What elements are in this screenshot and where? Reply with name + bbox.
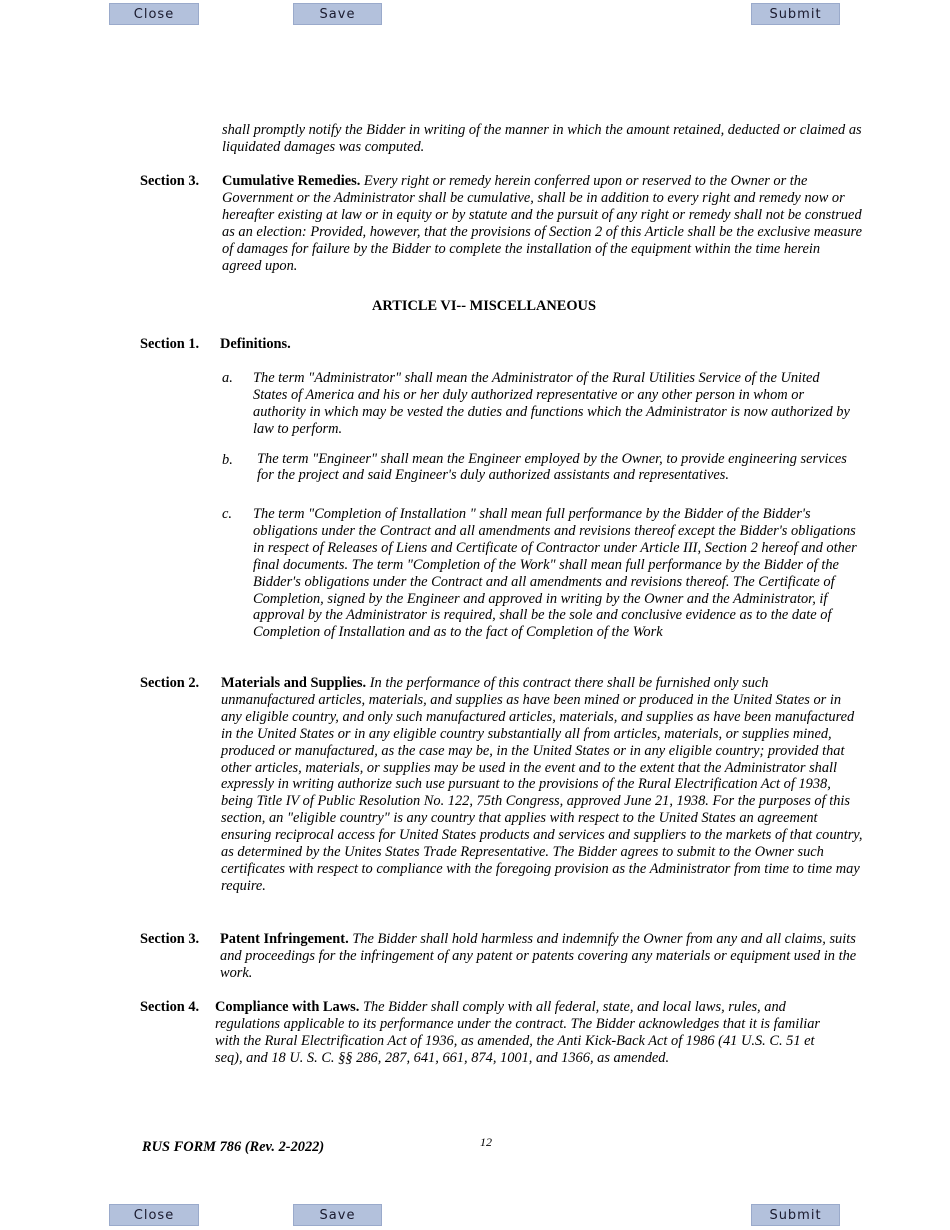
materials-paragraph — [221, 675, 864, 895]
definition-item: The term "Completion of Installation " shall mean full performance by the Bidder of the Bidder's obligations under the Contract and all amendments and revisions thereof except the Bidder's obligations in respect of Releases of Liens and Certificate of Contractor under Article III, Section 2 hereof and other final documents. The term "Completion of the Work" shall mean full performance by the Bidder of the Bidder's obligations under the Contract and all amendments and revisions thereof. The Certificate of Completion, signed by the Engineer and approved in writing by the Owner and the Administrator, if approval by the Administrator is required, shall be the sole and conclusive evidence as to the date of Completion of Installation and as to the fact of Completion of the Work — [253, 506, 857, 641]
section-text: Every right or remedy herein conferred upon or reserved to the Owner or the Government or the Administrator shall be cumulative, shall be in addition to every right and remedy now or hereafter existing at law or in equity or by statute and the pursuit of any right or remedy shall not be construed as an election: Provided, however, that the provisions of Section 2 of this Article shall be the exclusive measure of damages for failure by the Bidder to complete the installation of the equipment within the time herein agreed upon. — [222, 173, 862, 274]
submit-button[interactable]: Submit — [751, 1204, 840, 1226]
save-button[interactable]: Save — [293, 3, 382, 25]
section-heading: Patent Infringement. — [220, 931, 349, 947]
section-heading: Compliance with Laws. — [215, 999, 360, 1015]
cumulative-remedies-paragraph — [222, 173, 862, 274]
section-text: The Bidder shall hold harmless and indemnify the Owner from any and all claims, suits and proceedings for the infringement of any patent or patents covering any materials or equipment used in the work. — [220, 931, 857, 981]
close-button[interactable]: Close — [109, 3, 199, 25]
section-label: Section 4. — [140, 999, 200, 1015]
section-heading: Cumulative Remedies. — [222, 173, 361, 189]
list-marker: c. — [222, 506, 232, 522]
save-button[interactable]: Save — [293, 1204, 382, 1226]
definition-item: The term "Administrator" shall mean the Administrator of the Rural Utilities Service of the United States of America and his or her duly authorized representative or any other person in whom or authority in which may be vested the duties and functions which the Administrator is now authorized by law to perform. — [253, 370, 850, 437]
submit-button[interactable]: Submit — [751, 3, 840, 25]
page-number: 12 — [480, 1135, 492, 1149]
section-text: In the performance of this contract there shall be furnished only such unmanufactured articles, materials, and supplies as have been mined or produced in the United States or in any eligible country, and only such manufactured articles, materials, and supplies as have been manufactured in the United States or in any eligible country substantially all from articles, materials, or supplies mined, produced or manufactured, as the case may be, in the United States or in any eligible country; provided that other articles, materials, or supplies may be used in the event and to the extent that the Administrator shall expressly in writing authorize such use pursuant to the provisions of the Rural Electrification Act of 1938, being Title IV of Public Resolution No. 122, 75th Congress, approved June 21, 1938. For the purposes of this section, an "eligible country" is any country that applies with respect to the United States an agreement ensuring reciprocal access for United States products and services and suppliers to the markets of that country, as determined by the Unites States Trade Representative. The Bidder agrees to submit to the Owner such certificates with respect to compliance with the foregoing provision as the Administrator from time to time may require. — [221, 675, 863, 894]
section-heading: Definitions. — [220, 336, 291, 352]
close-button[interactable]: Close — [109, 1204, 199, 1226]
section-heading: Materials and Supplies. — [221, 675, 367, 691]
section-label: Section 2. — [140, 675, 200, 691]
list-marker: a. — [222, 370, 233, 386]
section-label: Section 3. — [140, 931, 200, 947]
patent-paragraph — [220, 931, 860, 982]
form-number: RUS FORM 786 (Rev. 2-2022) — [142, 1139, 325, 1155]
section-label: Section 1. — [140, 336, 200, 352]
continuation-paragraph: shall promptly notify the Bidder in writing of the manner in which the amount retained, deducted or claimed as liquidated damages was computed. — [222, 122, 862, 155]
section-label: Section 3. — [140, 173, 200, 189]
compliance-paragraph — [215, 999, 840, 1067]
article-title: ARTICLE VI-- MISCELLANEOUS — [372, 298, 596, 314]
list-marker: b. — [222, 452, 233, 468]
definition-item: The term "Engineer" shall mean the Engineer employed by the Owner, to provide engineering services for the project and said Engineer's duly authorized assistants and representatives. — [257, 451, 847, 483]
section-text: The Bidder shall comply with all federal, state, and local laws, rules, and regulations applicable to its performance under the contract. The Bidder acknowledges that it is familiar with the Rural Electrification Act of 1936, as amended, the Anti Kick-Back Act of 1986 (41 U.S. C. 51 et seq), and 18 U. S. C. §§ 286, 287, 641, 661, 874, 1001, and 1366, as amended. — [215, 999, 821, 1066]
